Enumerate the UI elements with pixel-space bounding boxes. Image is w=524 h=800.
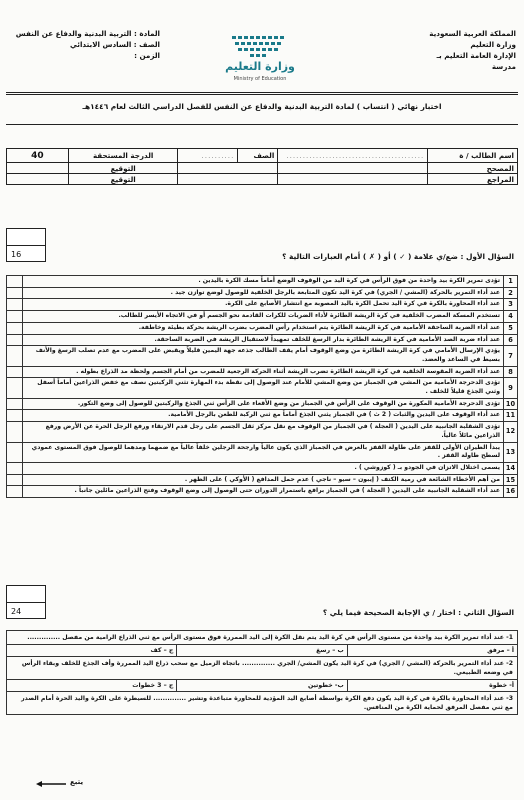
statement-number: 12 — [504, 422, 518, 442]
reviewer-label: المراجع — [428, 174, 518, 185]
q2-title: السؤال الثاني : اختار / ي الإجابة الصحيحة فيما يلي ؟ — [322, 608, 514, 617]
header-line: مدرسة — [491, 62, 516, 71]
logo-arabic-text: وزارة التعليم — [225, 60, 295, 73]
reviewer-field-extra — [178, 174, 278, 185]
statement-answer-cell[interactable] — [7, 276, 23, 288]
statement-text: عند أداء الضربة الساحقة الأمامية في كرة الريشة الطائرة يتم استخدام رأس المضرب بضرب الريشة بحركة بطيئة وخاطفة. — [23, 322, 504, 334]
statement-text: عند أداء التمرير بالحركة (المشي / الجري) في كرة اليد تكون المتابعة بالرجل الخلفية للوصول لوضع توازن جيد . — [23, 287, 504, 299]
header-line: المادة : التربية البدنية والدفاع عن النفس — [15, 29, 160, 38]
statement-row — [7, 299, 518, 311]
statement-number: 10 — [504, 398, 518, 410]
reviewer-signature-field[interactable] — [7, 174, 69, 185]
class-label: الصف — [238, 149, 278, 163]
statement-text: تؤدى تمرير الكرة بيد واحدة من فوق الرأس في كرة اليد من الوقوف الوضع أماماً مسك الكرة باليدين . — [23, 276, 504, 288]
statement-row — [7, 474, 518, 486]
statement-number: 2 — [504, 287, 518, 299]
mcq-options-row — [7, 645, 518, 657]
score-divider — [7, 602, 45, 603]
continue-label: يتبع — [70, 778, 84, 786]
grade-label: الدرجة المستحقة — [68, 149, 178, 163]
statement-text: يسمى اختلال الاتزان في الجودو بـ ( كوزوشي ) . — [23, 462, 504, 474]
q1-score: 16 — [11, 250, 22, 259]
statement-answer-cell[interactable] — [7, 474, 23, 486]
statement-row — [7, 276, 518, 288]
divider — [6, 94, 518, 95]
statement-number: 4 — [504, 311, 518, 323]
statement-number: 13 — [504, 442, 518, 462]
header-line: الإدارة العامة التعليم بـ — [436, 51, 516, 60]
header-line: الصف : السادس الابتدائي — [69, 40, 160, 49]
mcq-option[interactable]: أ – مرفق — [347, 645, 517, 657]
statement-text: عند أداء الشقلبة الجانبية على اليدين ( العجلة ) في الجمباز برافع باستمرار الدوران حتى الوصول إلى وضع الوقوف وفتح الذراعين مائلين جانباً . — [23, 486, 504, 498]
corrector-signature-field[interactable] — [7, 163, 69, 174]
statement-row — [7, 366, 518, 378]
statement-number: 6 — [504, 334, 518, 346]
statement-row — [7, 378, 518, 398]
student-info-table — [6, 148, 518, 185]
q1-score-box[interactable] — [6, 228, 46, 262]
statement-row — [7, 287, 518, 299]
header-line: المملكة العربية السعودية — [429, 29, 516, 38]
statement-number: 3 — [504, 299, 518, 311]
statement-answer-cell[interactable] — [7, 299, 23, 311]
score-divider — [7, 245, 45, 246]
statement-row — [7, 346, 518, 366]
statement-text: تؤدى الدحرجة الأمامية المكورة من الوقوف على الرأس في الجمباز من وضع الأقعاء على الرأس ثني الجذع والركبتين للوصول إلى وضع التكور. — [23, 398, 504, 410]
statement-text: عند أداء ضربة الصد الأمامية في كرة الريشة الطائرة بدار الرسغ للخلف تمهيداً لاستقبال الريشة في الضربة الساحقة. — [23, 334, 504, 346]
statement-row — [7, 311, 518, 323]
corrector-label: المصحح — [428, 163, 518, 174]
statement-answer-cell[interactable] — [7, 410, 23, 422]
reviewer-signature-label: التوقيع — [68, 174, 178, 185]
statement-answer-cell[interactable] — [7, 346, 23, 366]
q2-score: 24 — [11, 607, 22, 616]
statement-number: 16 — [504, 486, 518, 498]
header-ministry-block — [366, 28, 516, 72]
exam-title: اختبار نهائي ( انتساب ) لمادة التربية البدنية والدفاع عن النفس للفصل الدراسي الثالث لعام ١٤٤٦هـ — [82, 102, 442, 111]
mcq-options-row — [7, 680, 518, 692]
reviewer-field[interactable] — [278, 174, 428, 185]
statement-answer-cell[interactable] — [7, 366, 23, 378]
statement-answer-cell[interactable] — [7, 462, 23, 474]
logo-english-text: Ministry of Education — [233, 76, 287, 82]
divider — [6, 124, 518, 125]
mcq-stem-row — [7, 631, 518, 645]
statement-answer-cell[interactable] — [7, 422, 23, 442]
logo-mark-icon — [210, 32, 310, 62]
statement-row — [7, 398, 518, 410]
statement-answer-cell[interactable] — [7, 486, 23, 498]
statement-number: 5 — [504, 322, 518, 334]
q1-title: السؤال الأول : ضع/ي علامة ( ✓ ) أو ( ✗ ) أمام العبارات التالية ؟ — [282, 252, 514, 261]
statement-text: عند أداء الضربة المقوسة الخلفية في كرة الريشة الطائرة تضرب الريشة أثناء الحركة الرجعية للمضرب من أمام الجسم ولحظة مد الذراع بطوله . — [23, 366, 504, 378]
statement-row — [7, 410, 518, 422]
statement-row — [7, 442, 518, 462]
statement-text: عند أداء الوقوف على اليدين والثبات ( 2 ث ) في الجمباز يثني الجذع أماماً مع ثني الركبة للطعن بالرجل الأمامية. — [23, 410, 504, 422]
statement-answer-cell[interactable] — [7, 378, 23, 398]
statement-text: تؤدى الدحرجة الأمامية من المشي في الجمباز من وضع المشي للأمام عند الوصول إلى نقطة بدء المهارة تثني الركبتين نصف مع خفض الذراعين أماماً أسفل وثني الجذع قليلاً للخلف . — [23, 378, 504, 398]
q2-mcq-table — [6, 630, 518, 715]
mcq-option[interactable]: أ- خطوة — [347, 680, 517, 692]
mcq-option[interactable]: ب- خطوتين — [177, 680, 347, 692]
corrector-field-extra — [178, 163, 278, 174]
header-line: الزمن : — [134, 51, 160, 60]
header-subject-block — [10, 28, 160, 61]
statement-text: يبدأ الطيران الأولى للقفز على طاولة القفز بالعرض في الجمباز الذي يكون عالياً وارجحة الرجلين خلفاً عالياً مع ضمهما ومدهما للوصول فوق المستوى عمودي لسطح طاولة القفز . — [23, 442, 504, 462]
statement-row — [7, 422, 518, 442]
mcq-option[interactable]: ج – كف — [7, 645, 177, 657]
class-field[interactable]: .......... — [178, 149, 238, 163]
total-grade: 40 — [7, 149, 69, 163]
statement-number: 1 — [504, 276, 518, 288]
mcq-stem-row — [7, 692, 518, 715]
header-line: وزارة التعليم — [470, 40, 516, 49]
statement-text: يؤدي الإرسال الأمامي في كرة الريشة الطائرة من وضع الوقوف أمام يقف الطالب جذعه جهة اليمين قليلاً ويقبض على المضرب مع عدم تصلب الرسغ والأنف بسيط في الساعد والعضد. — [23, 346, 504, 366]
statement-answer-cell[interactable] — [7, 311, 23, 323]
statement-number: 14 — [504, 462, 518, 474]
statement-answer-cell[interactable] — [7, 442, 23, 462]
statement-row — [7, 486, 518, 498]
statement-text: تستخدم المسكة المضرب الخلفية في كرة الريشة الطائرة لأداء الضربات للكرات القادمة نحو الجسم أو في الاتجاه الأيسر للطالب. — [23, 311, 504, 323]
statement-text: من أهم الأخطاء الشائعة في رمية الكتف ( إيبون – سيو – ناجي ) عدم حمل المدافع ( الأوكي ) على الظهر . — [23, 474, 504, 486]
statement-number: 8 — [504, 366, 518, 378]
q2-score-box[interactable] — [6, 585, 46, 619]
student-name-label: اسم الطالب / ة — [428, 149, 518, 163]
mcq-stem-row — [7, 657, 518, 680]
statement-row — [7, 322, 518, 334]
mcq-question-text: 3- عند أداء المحاورة بالكرة في كرة اليد يكون دفع الكرة بواسطة أصابع اليد المؤدية للمحاورة متباعدة وتشير .............. للسيطرة على الكرة واليد الحرة أمام الصدر مع ثني مفصل المرفق لحماية الكرة من المنافس. — [7, 692, 518, 715]
statement-number: 9 — [504, 378, 518, 398]
corrector-signature-label: التوقيع — [68, 163, 178, 174]
corrector-field[interactable] — [278, 163, 428, 174]
statement-row — [7, 462, 518, 474]
ministry-logo — [210, 32, 310, 88]
q1-statements-table — [6, 275, 518, 498]
student-name-field[interactable]: .......................................... — [278, 149, 428, 163]
statement-number: 15 — [504, 474, 518, 486]
statement-answer-cell[interactable] — [7, 287, 23, 299]
statement-answer-cell[interactable] — [7, 334, 23, 346]
mcq-question-text: 2- عند أداء التمرير بالحركة (المشي / الجري) في كرة اليد يكون المشي/ الجري .............. باتجاه الزميل مع سحب ذراع اليد الممررة وأف الجذع للخلف وبقاء الرأس في وضعه الطبيعي. — [7, 657, 518, 680]
arrow-left-icon — [36, 780, 66, 788]
statement-answer-cell[interactable] — [7, 398, 23, 410]
mcq-option[interactable]: ج – 3 خطوات — [7, 680, 177, 692]
statement-row — [7, 334, 518, 346]
statement-answer-cell[interactable] — [7, 322, 23, 334]
statement-number: 7 — [504, 346, 518, 366]
statement-text: تؤدى الشقلبة الجانبية على اليدين ( العجلة ) في الجمباز من الوقوف مع نقل مركز ثقل الجسم على رجل قدم الارتقاء ورفع الرجل الحرة عن الأرض ورفع الذراعين مائلاً عالياً. — [23, 422, 504, 442]
mcq-option[interactable]: ب – رسغ — [177, 645, 347, 657]
mcq-question-text: 1- عند أداء تمرير الكرة بيد واحدة من مستوى الرأس في كرة اليد يتم نقل الكرة إلى اليد الممررة فوق مستوى الرأس مع ثني الذراع الرامية من مفصل .............. — [7, 631, 518, 645]
statement-text: عند أداء المحاورة بالكرة في كرة اليد تحمل الكرة باليد المصوبة مع انتشار الأصابع على الكرة. — [23, 299, 504, 311]
statement-number: 11 — [504, 410, 518, 422]
